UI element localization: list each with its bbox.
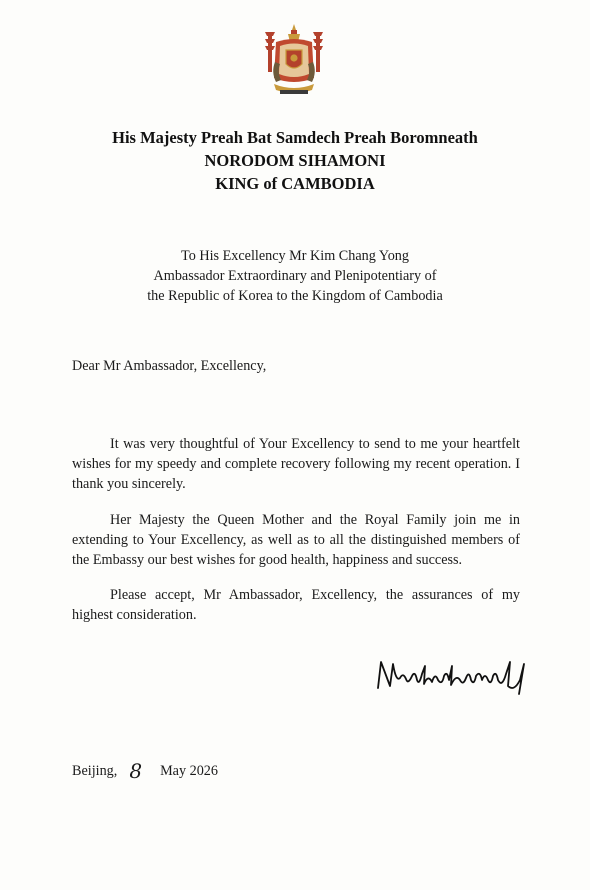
king-name: NORODOM SIHAMONI bbox=[204, 151, 386, 170]
king-title: KING of CAMBODIA bbox=[215, 174, 375, 193]
addressee-posting: the Republic of Korea to the Kingdom of Cambodia bbox=[147, 288, 443, 304]
salutation: Dear Mr Ambassador, Excellency, bbox=[72, 358, 267, 374]
paragraph-thanks: It was very thoughtful of Your Excellency to send to me your heartfelt wishes for my speedy and complete recovery following my recent operation. I thank you sincerely. bbox=[72, 436, 520, 492]
paragraph-wishes: Her Majesty the Queen Mother and the Royal Family join me in extending to Your Excellency, as well as to all the distinguished members of the Embassy our best wishes for good health, happiness and success. bbox=[72, 512, 520, 568]
date-line bbox=[72, 756, 218, 783]
letter-header bbox=[0, 126, 590, 195]
addressee-block bbox=[0, 246, 590, 306]
signature bbox=[372, 652, 534, 702]
addressee-title: Ambassador Extraordinary and Plenipotentiary of bbox=[153, 268, 437, 284]
royal-arms-icon bbox=[262, 22, 326, 100]
place: Beijing, bbox=[72, 763, 118, 779]
paragraph-closing: Please accept, Mr Ambassador, Excellency, the assurances of my highest consideration. bbox=[72, 587, 520, 623]
date-month-year: May 2026 bbox=[160, 763, 218, 779]
title-line: His Majesty Preah Bat Samdech Preah Boromneath bbox=[112, 128, 478, 147]
date-day: 8 bbox=[129, 759, 143, 783]
addressee-name: To His Excellency Mr Kim Chang Yong bbox=[181, 248, 409, 264]
